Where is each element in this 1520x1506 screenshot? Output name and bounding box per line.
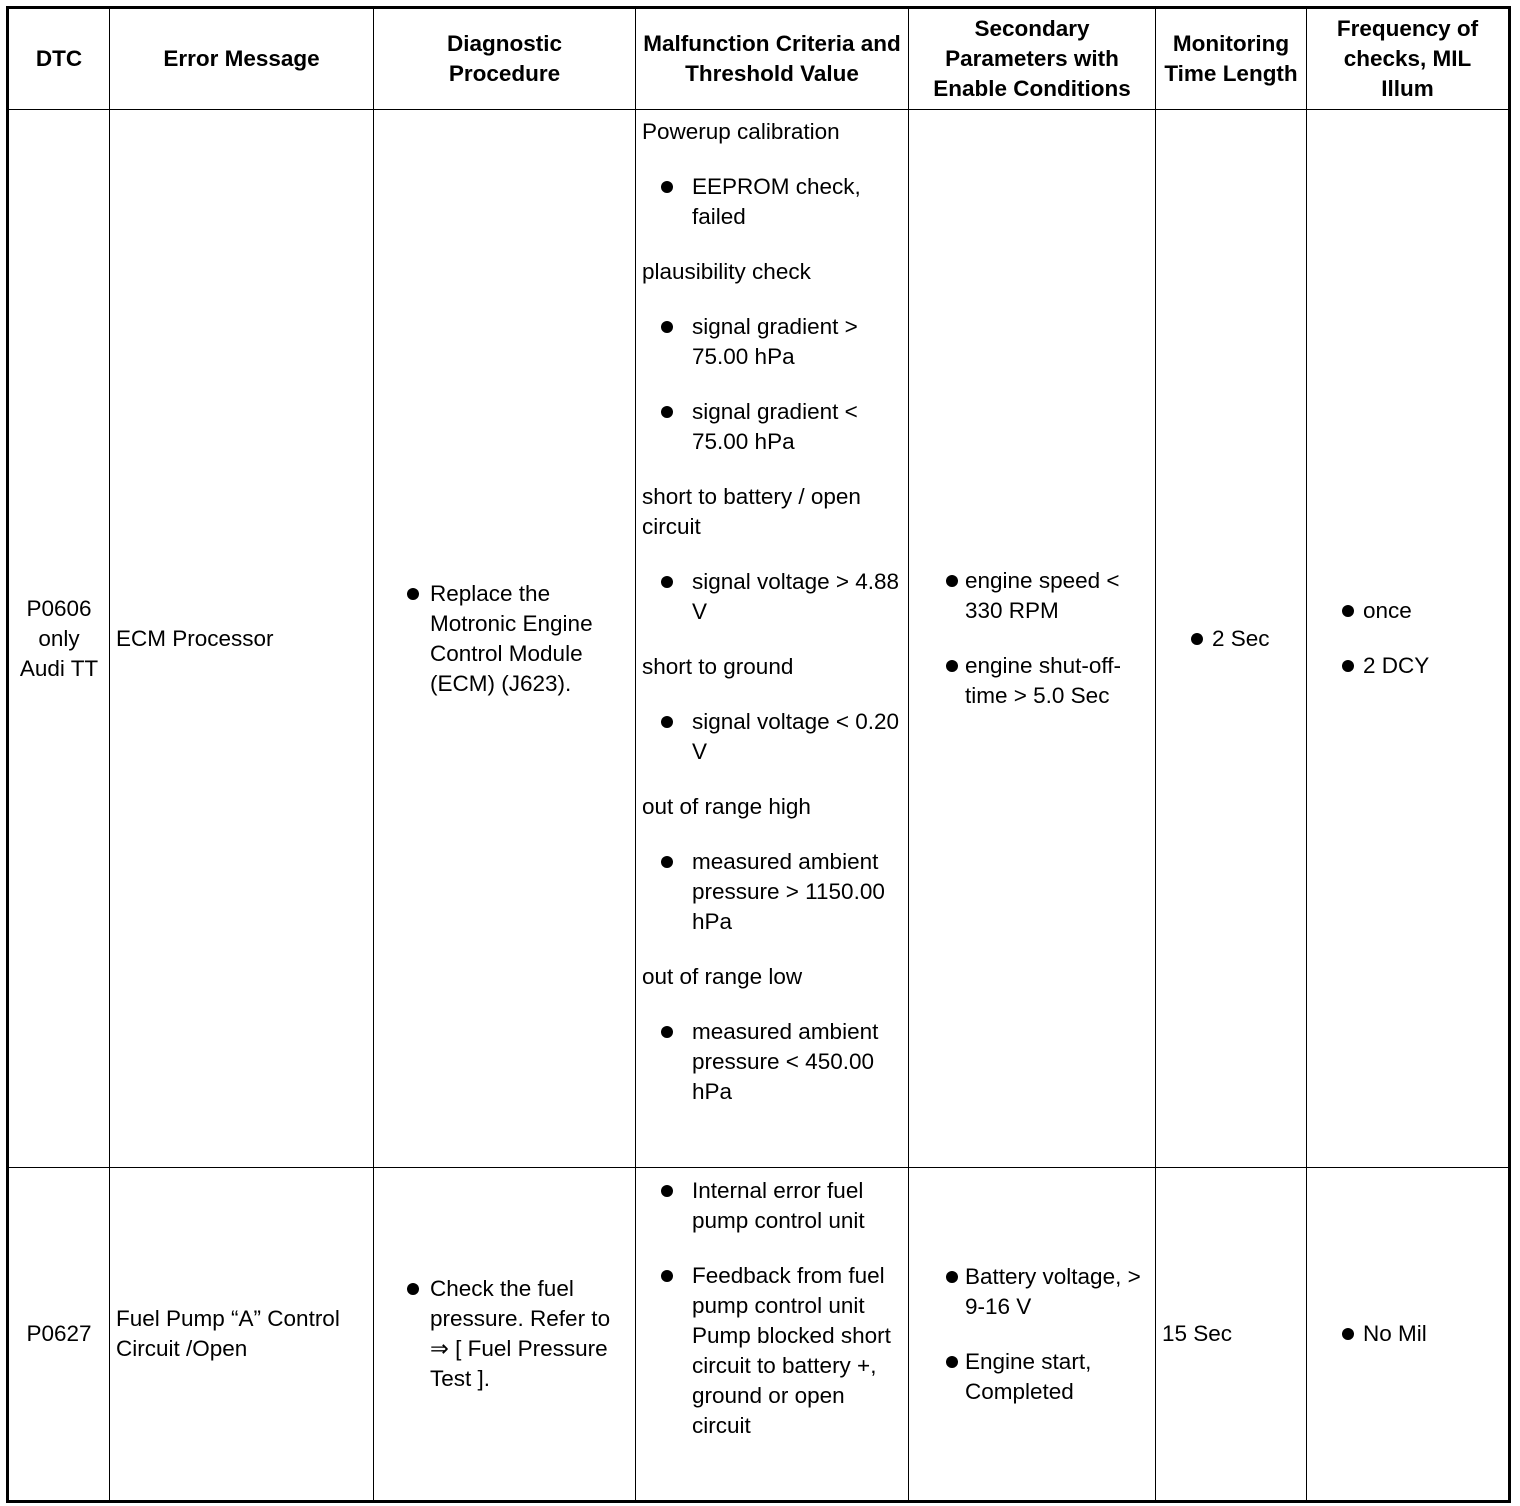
- list-item: 2 DCY: [1325, 651, 1502, 681]
- list-item: 2 Sec: [1174, 624, 1300, 654]
- list-item: Engine start, Completed: [929, 1347, 1149, 1407]
- diagnostic-procedure: [374, 110, 636, 1168]
- dtc-code-text: P0606 only Audi TT: [19, 595, 99, 681]
- diagnostic-procedure: [374, 1168, 636, 1502]
- criteria-heading: short to battery / open circuit: [642, 484, 861, 539]
- monitoring-time: [1156, 110, 1307, 1168]
- criteria-group: [642, 792, 902, 937]
- list-item: measured ambient pressure > 1150.00 hPa: [642, 847, 902, 937]
- criteria-heading: Powerup calibration: [642, 119, 840, 144]
- secondary-parameters: [909, 1168, 1156, 1502]
- dtc-code: [8, 110, 110, 1168]
- header-dtc: DTC: [8, 8, 110, 110]
- list-item: No Mil: [1325, 1319, 1502, 1349]
- secondary-parameters: [909, 110, 1156, 1168]
- list-item: Internal error fuel pump control unit: [642, 1176, 902, 1236]
- criteria-group: [642, 962, 902, 1107]
- criteria-heading: out of range high: [642, 794, 811, 819]
- criteria-group: [642, 257, 902, 457]
- list-item: signal gradient > 75.00 hPa: [642, 312, 902, 372]
- dtc-code: P0627: [8, 1168, 110, 1502]
- malfunction-criteria: [636, 110, 909, 1168]
- list-item: signal voltage < 0.20 V: [642, 707, 902, 767]
- header-diagnostic-procedure: Diagnostic Procedure: [374, 8, 636, 110]
- malfunction-criteria: [636, 1168, 909, 1502]
- table-row: [8, 1168, 1510, 1502]
- list-item: engine shut-off-time > 5.0 Sec: [929, 651, 1149, 711]
- list-item: EEPROM check, failed: [642, 172, 902, 232]
- table-row: [8, 110, 1510, 1168]
- frequency-checks: [1307, 1168, 1510, 1502]
- criteria-group: [642, 652, 902, 767]
- header-monitoring-time: Monitoring Time Length: [1156, 8, 1307, 110]
- header-secondary-parameters: Secondary Parameters with Enable Conditions: [909, 8, 1156, 110]
- list-item: signal voltage > 4.88 V: [642, 567, 902, 627]
- list-item: once: [1325, 596, 1502, 626]
- header-error-message: Error Message: [110, 8, 374, 110]
- header-frequency: Frequency of checks, MIL Illum: [1307, 8, 1510, 110]
- criteria-heading: plausibility check: [642, 259, 811, 284]
- list-item: Feedback from fuel pump control unit Pump blocked short circuit to battery +, ground or open circuit: [642, 1261, 902, 1441]
- error-message: ECM Processor: [110, 110, 374, 1168]
- monitoring-time: 15 Sec: [1156, 1168, 1307, 1502]
- list-item: engine speed < 330 RPM: [929, 566, 1149, 626]
- list-item: Battery voltage, > 9-16 V: [929, 1262, 1149, 1322]
- criteria-heading: out of range low: [642, 964, 803, 989]
- header-row: [8, 8, 1510, 110]
- list-item: Replace the Motronic Engine Control Module (ECM) (J623).: [390, 579, 631, 699]
- frequency-checks: [1307, 110, 1510, 1168]
- error-message: Fuel Pump “A” Control Circuit /Open: [110, 1168, 374, 1502]
- list-item: Check the fuel pressure. Refer to ⇒ [ Fuel Pressure Test ].: [390, 1274, 631, 1394]
- dtc-table: [6, 6, 1511, 1503]
- criteria-group: [642, 117, 902, 232]
- header-malfunction-criteria: Malfunction Criteria and Threshold Value: [636, 8, 909, 110]
- criteria-heading: short to ground: [642, 654, 794, 679]
- list-item: signal gradient < 75.00 hPa: [642, 397, 902, 457]
- criteria-group: [642, 482, 902, 627]
- list-item: measured ambient pressure < 450.00 hPa: [642, 1017, 902, 1107]
